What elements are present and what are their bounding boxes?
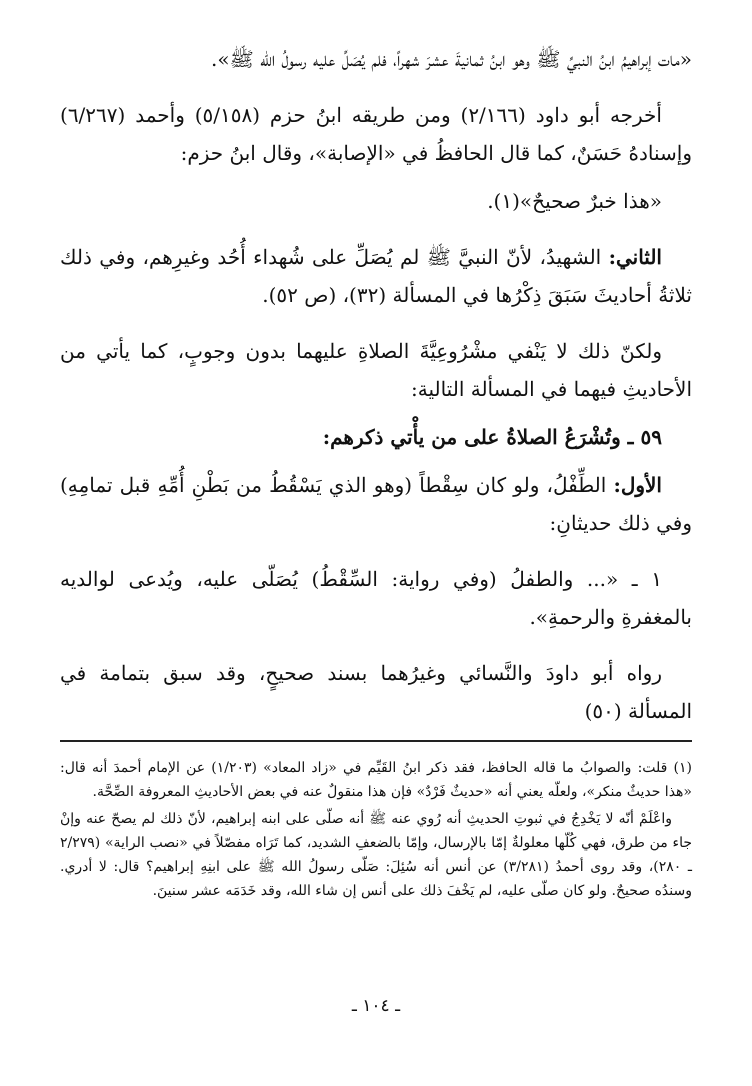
hadith-quote: «مات إبراهيمُ ابنُ النبيِّ ﷺ وهو ابنُ ثمانيةَ عشرَ شهراً، فلم يُصَلِّ عليه رسولُ الله ﷺ».: [210, 47, 692, 71]
first-point-label: الأول:: [613, 473, 662, 497]
footnote-1: (١) قلت: والصوابُ ما قاله الحافظ، فقد ذكر ابنُ القَيِّم في «زاد المعاد» (١/٢٠٣) عن الإمام أحمدَ أنه قال: «هذا حديثٌ منكر»، ولعلّه يعني أنه «حديثٌ فَرْدٌ» فإن هذا منقولٌ عنه في بعض الأحاديثِ المعروفة الصِّحَّة.: [60, 760, 692, 800]
first-point-paragraph: [60, 466, 692, 542]
hadith-one: ١ ـ «... والطفلُ (وفي رواية: السِّقْطُ) يُصَلّى عليه، ويُدعى لوالديه بالمغفرةِ والرحمةِ».: [60, 567, 692, 629]
footnotes: [60, 756, 692, 903]
second-point-label: الثاني:: [608, 245, 662, 269]
ibn-hazm-quote: «هذا خبرٌ صحيحٌ»(١).: [487, 189, 662, 213]
footnote-divider: [60, 740, 692, 742]
second-point-paragraph: [60, 238, 692, 314]
footnote-2: واعْلَمْ أنّه لا يَخْدِجُ في ثبوتِ الحديثِ أنه رُوي عنه ﷺ أنه صلّى على ابنه إبراهيم، لأنّ ذلك لم يصحّ عنه وإنْ جاء من طرق، فهي كُلّها معلولةٌ إمّا بالإرسال، وإمّا بالضعفِ الشديد، كما تَرَاه مفصّلاً في «نصب الراية» (٢/٢٧٩ ـ ٢٨٠)، وقد روى أحمدُ (٣/٢٨١) عن أنس أنه سُئِلَ: صَلّى رسولُ الله ﷺ على ابنِهِ إبراهيم؟ قال: لا أدري. وسندُه صحيحٌ. ولو كان صلّى عليه، لم يَخْفَ ذلك على أنس إن شاء الله، وقد خَدَمَه عشر سنينَ.: [60, 811, 693, 899]
narration-paragraph: رواه أبو داودَ والنَّسائي وغيرُهما بسند صحيحٍ، وقد سبق بتمامة في المسألة (٥٠): [60, 661, 692, 723]
takhrij-paragraph: أخرجه أبو داود (٢/١٦٦) ومن طريقه ابنُ حزم (٥/١٥٨) وأحمد (٦/٢٦٧) وإسنادهُ حَسَنٌ، كما قال الحافظُ في «الإصابة»، وقال ابنُ حزم:: [60, 103, 692, 165]
first-point-text: الطِّفْلُ، ولو كان سِقْطاً (وهو الذي يَسْقُطُ من بَطْنِ أُمِّهِ قبل تمامِهِ) وفي ذلك حديثانِ:: [60, 473, 692, 535]
page-content: [60, 40, 692, 906]
legitimacy-paragraph: ولكنّ ذلك لا يَنْفي مشْرُوعِيَّةَ الصلاةِ عليهما بدون وجوبٍ، كما يأتي من الأحاديثِ فيهما في المسألة التالية:: [60, 339, 692, 401]
second-point-text: الشهيدُ، لأنّ النبيَّ ﷺ لم يُصَلِّ على شُهداء أُحُد وغيرِهم، وفي ذلك ثلاثةُ أحاديثَ سَبَقَ ذِكْرُها في المسألة (٣٢)، (ص ٥٢).: [60, 245, 692, 307]
issue-59-heading: ٥٩ ـ وتُشْرَعُ الصلاةُ على من يأْتي ذكرهم:: [322, 425, 662, 449]
page-number: ـ ١٠٤ ـ: [351, 996, 401, 1016]
